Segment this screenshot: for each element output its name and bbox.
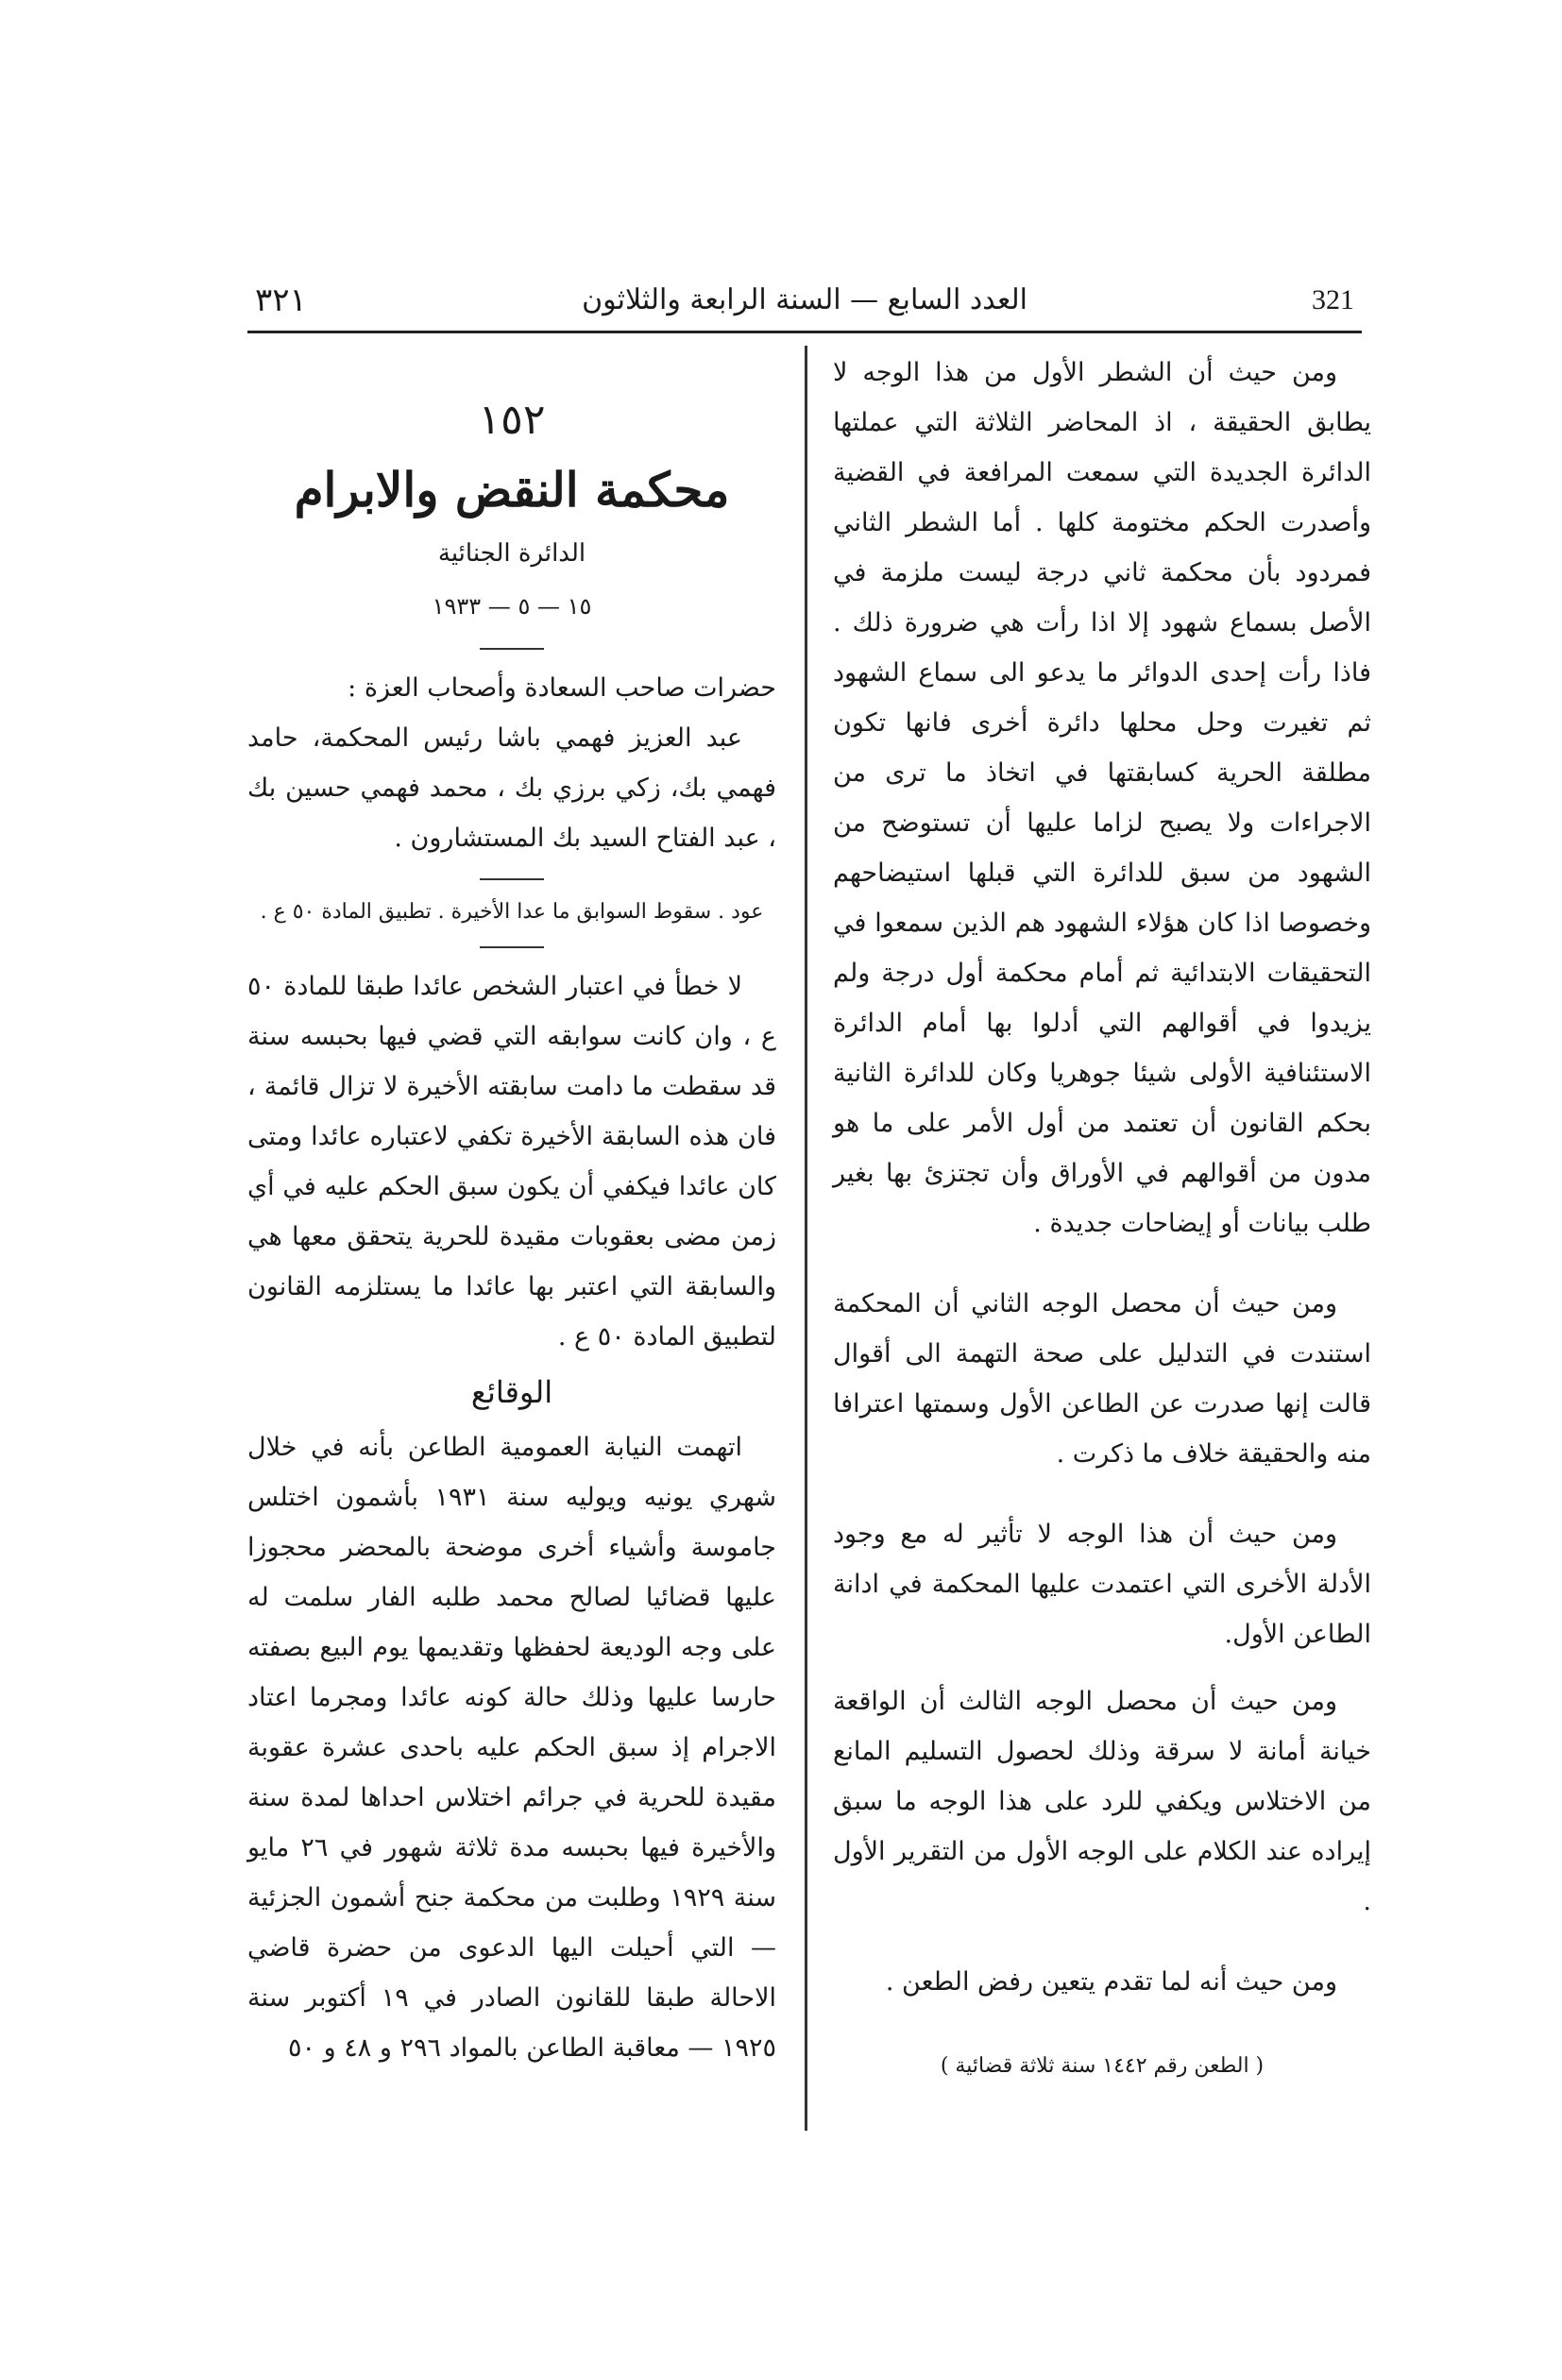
separator-rule	[480, 648, 544, 650]
right-column	[833, 348, 1371, 2091]
legal-principle: لا خطأ في اعتبار الشخص عائدا طبقا للمادة ٥٠ ع ، وان كانت سوابقه التي قضي فيها بحبسه سنة قد سقطت ما دامت سابقته الأخيرة لا تزال قائمة ، فان هذه السابقة الأخيرة تكفي لاعتباره عائدا ومتى كان عائدا فيكفي أن يكون سبق الحكم عليه في أي زمن مضى بعقوبات مقيدة للحرية يتحقق معها هي والسابقة التي اعتبر بها عائدا ما يستلزمه القانون لتطبيق المادة ٥٠ ع .	[247, 972, 776, 1352]
left-column	[247, 387, 776, 2073]
paragraph: ومن حيث أن هذا الوجه لا تأثير له مع وجود الأدلة الأخرى التي اعتمدت عليها المحكمة في ادانة الطاعن الأول.	[833, 1520, 1371, 1649]
page-number-arabic: ٣٢١	[255, 281, 307, 319]
headnote-keywords: عود . سقوط السوابق ما عدا الأخيرة . تطبيق المادة ٥٠ ع .	[260, 900, 764, 924]
judgment-date: ١٥ — ٥ — ١٩٣٣	[432, 593, 592, 620]
facts-text: اتهمت النيابة العمومية الطاعن بأنه في خلال شهري يونيه ويوليه سنة ١٩٣١ بأشمون اختلس جاموسة وأشياء أخرى موضحة بالمحضر محجوزا عليها قضائيا لصالح محمد طلبه الفار سلمت له على وجه الوديعة لحفظها وتقديمها يوم البيع بصفته حارسا عليها وذلك حالة كونه عائدا ومجرما اعتاد الاجرام إذ سبق الحكم عليه باحدى عشرة عقوبة مقيدة للحرية في جرائم اختلاس احداها لمدة سنة والأخيرة فيها بحبسه مدة ثلاثة شهور في ٢٦ مايو سنة ١٩٢٩ وطلبت من محكمة جنح أشمون الجزئية — التي أحيلت اليها الدعوى من حضرة قاضي الاحالة طبقا للقانون الصادر في ١٩ أكتوبر سنة ١٩٢٥ — معاقبة الطاعن بالمواد ٢٩٦ و ٤٨ و ٥٠	[247, 1433, 777, 2063]
bench-members: عبد العزيز فهمي باشا رئيس المحكمة، حامد فهمي بك، زكي برزي بك ، محمد فهمي حسين بك ، عبد الفتاح السيد بك المستشارون .	[247, 723, 776, 853]
court-name: محكمة النقض والابرام	[294, 462, 730, 518]
column-divider	[805, 346, 807, 2131]
bench-intro: حضرات صاحب السعادة وأصحاب العزة :	[348, 673, 776, 703]
paragraph: ومن حيث أن الشطر الأول من هذا الوجه لا يطابق الحقيقة ، اذ المحاضر الثلاثة التي عملتها الدائرة الجديدة التي سمعت المرافعة في القضية وأصدرت الحكم مختومة كلها . أما الشطر الثاني فمردود بأن محكمة ثاني درجة ليست ملزمة في الأصل بسماع شهود إلا اذا رأت هي ضرورة ذلك . فاذا رأت إحدى الدوائر ما يدعو الى سماع الشهود ثم تغيرت وحل محلها دائرة أخرى فانها تكون مطلقة الحرية كسابقتها في اتخاذ ما ترى من الاجراءات ولا يصبح لزاما عليها أن تستوضح من الشهود من سبق للدائرة التي قبلها استيضاحهم وخصوصا اذا كان هؤلاء الشهود هم الذين سمعوا في التحقيقات الابتدائية ثم أمام محكمة أول درجة ولم يزيدوا في أقوالهم التي أدلوا بها أمام الدائرة الاستئنافية الأولى شيئا جوهريا وكان للدائرة الثانية بحكم القانون أن تعتمد من أول الأمر على ما هو مدون من أقوالهم في الأوراق وأن تجتزئ بها بغير طلب بيانات أو إيضاحات جديدة .	[833, 358, 1371, 1238]
page-number-latin: 321	[1312, 284, 1354, 315]
running-title: العدد السابع — السنة الرابعة والثلاثون	[582, 283, 1027, 316]
case-number: ١٥٢	[478, 396, 546, 444]
separator-rule	[480, 946, 544, 948]
circuit-name: الدائرة الجنائية	[437, 539, 586, 568]
paragraph: ومن حيث أن محصل الوجه الثالث أن الواقعة خيانة أمانة لا سرقة وذلك لحصول التسليم المانع من الاختلاس ويكفي للرد على هذا الوجه ما سبق إيراده عند الكلام على الوجه الأول من التقرير الأول .	[833, 1687, 1371, 1916]
paragraph: ومن حيث أنه لما تقدم يتعين رفض الطعن .	[885, 1967, 1337, 1997]
separator-rule	[480, 878, 544, 880]
facts-heading: الوقائع	[470, 1374, 553, 1410]
header-rule	[247, 331, 1362, 333]
paragraph: ومن حيث أن محصل الوجه الثاني أن المحكمة استندت في التدليل على صحة التهمة الى أقوال قالت إنها صدرت عن الطاعن الأول وسمتها اعترافا منه والحقيقة خلاف ما ذكرت .	[833, 1289, 1371, 1469]
case-citation: ( الطعن رقم ١٤٤٢ سنة ثلاثة قضائية )	[940, 2054, 1265, 2078]
running-header	[247, 281, 1362, 329]
